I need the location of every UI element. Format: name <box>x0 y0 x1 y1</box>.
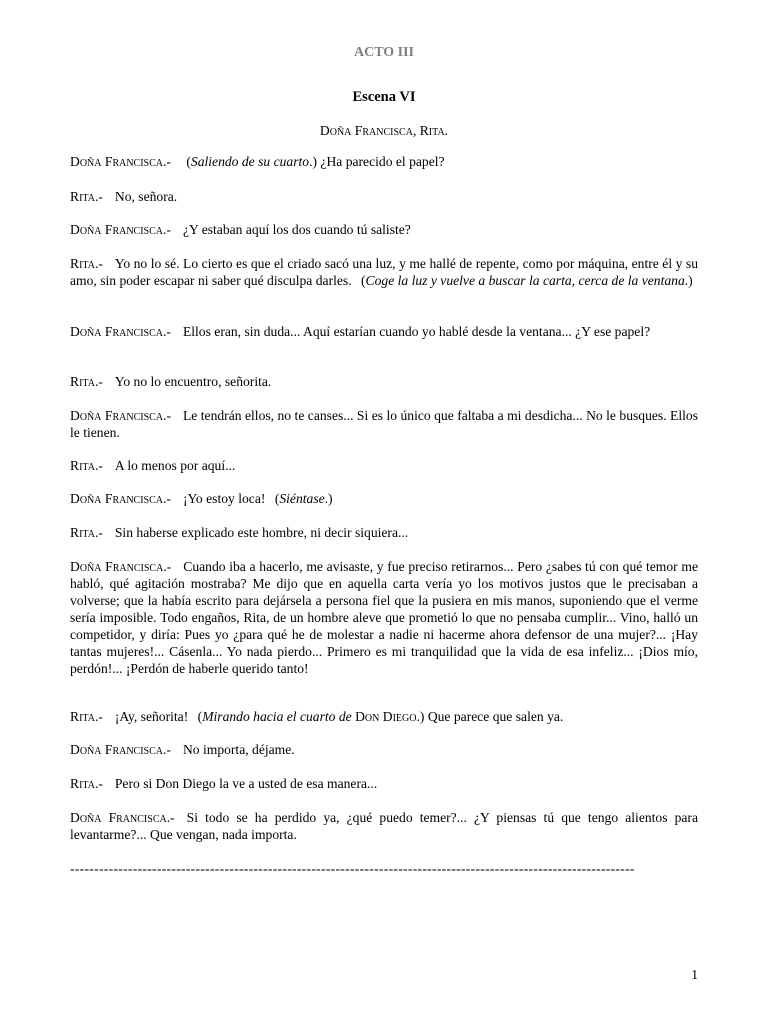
stage-direction-open: ( <box>274 491 280 506</box>
dialogue-text: Le tendrán ellos, no te canses... Si es lo único que faltaba a mi desdicha... No le busques. Ellos le tienen. <box>70 408 698 440</box>
speaker-name: Rita <box>70 525 95 540</box>
speaker-separator: .- <box>94 256 103 271</box>
characters-line <box>0 122 768 139</box>
stage-direction-close: .) <box>309 154 318 169</box>
dialogue-text: ¡Ay, señorita! <box>114 709 189 724</box>
speaker-separator: .- <box>163 324 171 339</box>
speaker-separator: .- <box>94 458 103 473</box>
dialogue-entry <box>70 188 698 205</box>
dialogue-text: Yo no lo encuentro, señorita. <box>114 374 272 389</box>
speaker-name: Rita <box>70 776 95 791</box>
speaker-separator: .- <box>163 408 171 423</box>
speaker-separator: .- <box>94 776 103 791</box>
speaker-name: Doña Francisca <box>70 742 164 757</box>
speaker-name: Doña Francisca <box>70 222 164 237</box>
dialogue-entry <box>70 741 698 758</box>
dialogue-entry <box>70 221 698 238</box>
stage-direction-open: ( <box>186 154 191 169</box>
speaker-name: Rita <box>70 189 95 204</box>
stage-direction: Coge la luz y vuelve a buscar la carta, cerca de la ventana <box>365 273 685 288</box>
stage-direction: Mirando hacia el cuarto de <box>202 709 352 724</box>
dialogue-text: ¿Y estaban aquí los dos cuando tú saliste? <box>182 222 411 237</box>
stage-direction-close: .) <box>324 491 333 506</box>
speaker-name: Rita <box>70 374 95 389</box>
dialogue-entry <box>70 407 698 441</box>
dialogue-entry <box>70 708 698 725</box>
dialogue-text: Ellos eran, sin duda... Aquí estarían cuando yo hablé desde la ventana... ¿Y ese papel? <box>182 324 651 339</box>
speaker-name: Rita <box>70 709 95 724</box>
speaker-separator: .- <box>94 189 103 204</box>
dialogue-entry <box>70 775 698 792</box>
speaker-name: Doña Francisca <box>70 559 164 574</box>
character-name: Doña Francisca <box>319 123 413 138</box>
speaker-name: Doña Francisca <box>70 810 167 825</box>
section-divider: --------------------------------------------------------------------------------------------------------------------- <box>70 861 635 876</box>
dialogue-text: Yo no lo sé. Lo cierto es que el criado sacó una luz, y me hallé de repente, como por máquina, entre él y su amo, sin poder escapar ni saber qué disculpa darles. <box>70 256 698 288</box>
speaker-separator: .- <box>94 374 103 389</box>
dialogue-entry <box>70 373 698 390</box>
dialogue-entry <box>70 524 698 541</box>
dialogue-entry <box>70 255 698 289</box>
speaker-separator: .- <box>163 491 171 506</box>
stage-direction-close: .) <box>684 273 693 288</box>
speaker-name: Doña Francisca <box>70 324 164 339</box>
dialogue-entry <box>70 490 698 507</box>
character-separator: , <box>412 123 420 138</box>
act-title: ACTO III <box>353 45 415 60</box>
speaker-name: Rita <box>70 458 95 473</box>
dialogue-text: A lo menos por aquí... <box>114 458 236 473</box>
speaker-separator: .- <box>166 810 175 825</box>
speaker-separator: .- <box>163 559 172 574</box>
character-name: Rita <box>419 123 445 138</box>
dialogue-text: ¡Yo estoy loca! <box>182 491 266 506</box>
dialogue-text: No importa, déjame. <box>182 742 295 757</box>
dialogue-entry <box>70 457 698 474</box>
stage-direction-name: Don Diego <box>355 709 417 724</box>
speaker-separator: .- <box>163 742 171 757</box>
stage-direction: Siéntase <box>279 491 325 506</box>
dialogue-text: Cuando iba a hacerlo, me avisaste, y fue preciso retirarnos... Pero ¿sabes tú con qué temor me habló, qué agitación mostraba? Me dijo que en aquella carta vería yo los motivos justos que le precisaban a volverse; que la había escrito para dejársela a persona fiel que la pusiera en mis manos, suponiendo que el verme sería imposible. Todo engaños, Rita, de un hombre aleve que prometió lo que no pensaba cumplir... Vino, halló un competidor, y diría: Pues yo ¿para qué he de molestar a nadie ni hacerme ahora defensor de una mujer?... ¡Hay tantas mujeres!... Cásenla... Yo nada pierdo... Primero es mi tranquilidad que la vida de esa infeliz... ¡Dios mío, perdón!... ¡Perdón de haberle querido tanto! <box>70 559 698 676</box>
dialogue-text: Si todo se ha perdido ya, ¿qué puedo temer?... ¿Y piensas tú que tengo alientos para levantarme?... Que vengan, nada importa. <box>70 810 698 842</box>
dialogue-text: ¿Ha parecido el papel? <box>320 154 445 169</box>
speaker-separator: .- <box>163 222 171 237</box>
character-period: . <box>444 123 449 138</box>
stage-direction: Saliendo de su cuarto <box>190 154 310 169</box>
dialogue-text-after: Que parece que salen ya. <box>427 709 564 724</box>
speaker-separator: .- <box>94 709 103 724</box>
dialogue-text: Pero si Don Diego la ve a usted de esa manera... <box>114 776 378 791</box>
dialogue-entry <box>70 153 698 170</box>
stage-direction-close: .) <box>416 709 425 724</box>
stage-direction-open: ( <box>197 709 203 724</box>
scene-title: Escena VI <box>352 89 416 105</box>
speaker-name: Rita <box>70 256 95 271</box>
dialogue-text: No, señora. <box>114 189 178 204</box>
speaker-separator: .- <box>163 154 171 169</box>
dialogue-entry <box>70 809 698 843</box>
speaker-separator: .- <box>94 525 103 540</box>
dialogue-entry <box>70 558 698 677</box>
speaker-name: Doña Francisca <box>70 491 164 506</box>
speaker-name: Doña Francisca <box>70 408 164 423</box>
dialogue-entry <box>70 323 698 340</box>
speaker-name: Doña Francisca <box>70 154 164 169</box>
stage-direction-open: ( <box>361 273 366 288</box>
dialogue-text: Sin haberse explicado este hombre, ni decir siquiera... <box>114 525 409 540</box>
page-number: 1 <box>691 967 698 982</box>
